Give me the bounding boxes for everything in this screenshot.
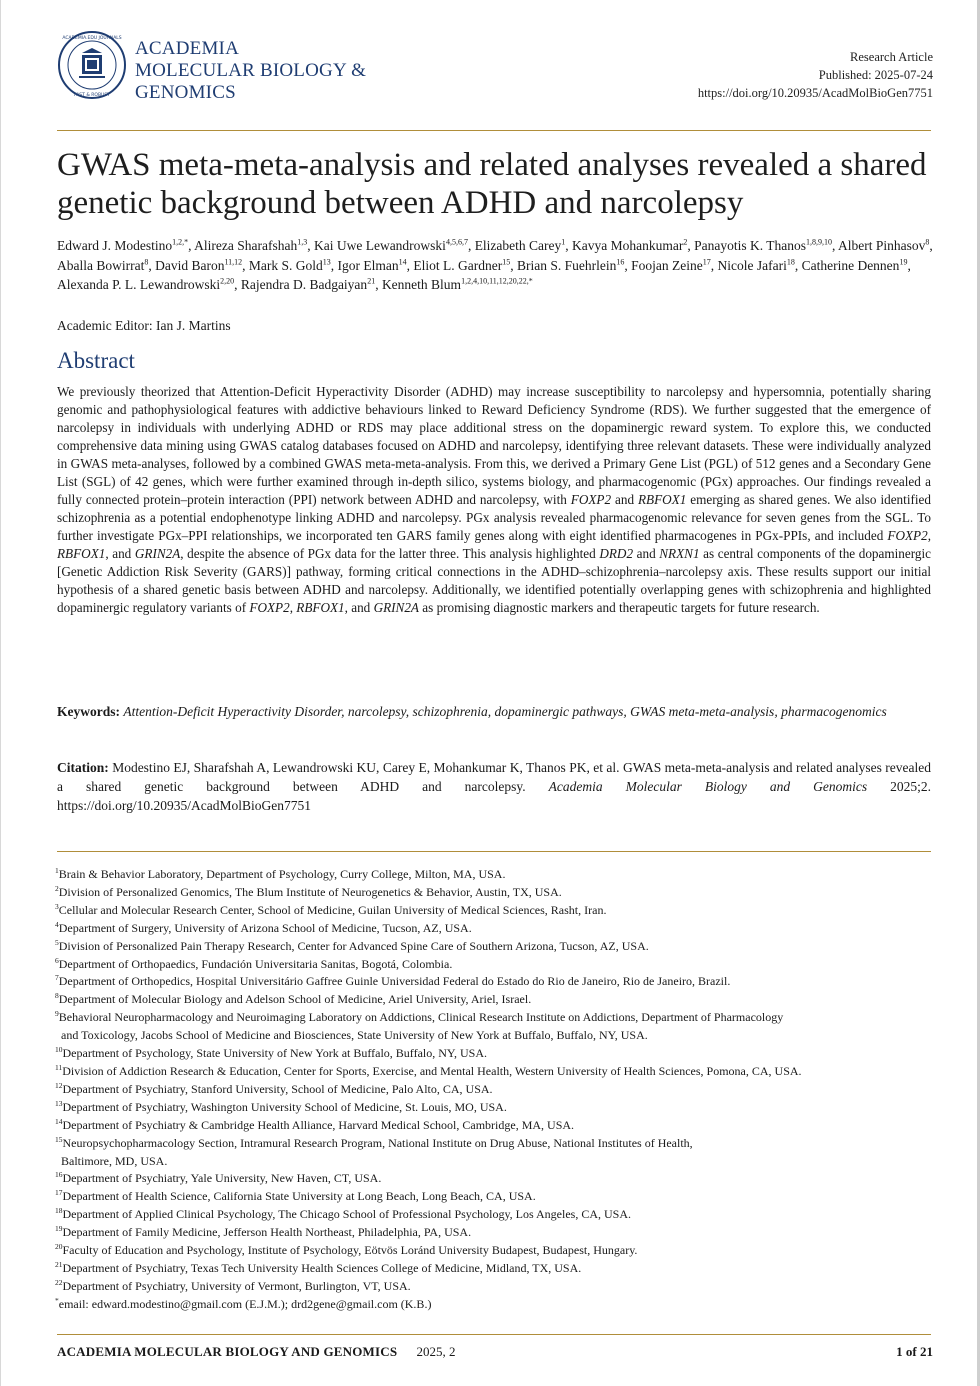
affiliation-number: 2: [55, 883, 59, 893]
affiliation: [55, 866, 941, 884]
journal-name-line1: ACADEMIA: [135, 38, 239, 59]
keywords: [57, 702, 931, 721]
author: [57, 277, 234, 292]
affiliation: [55, 902, 941, 920]
gene-name: FOXP2: [249, 600, 290, 615]
affiliation: [55, 1170, 941, 1188]
affiliation-text: Department of Family Medicine, Jefferson Health Northeast, Philadelphia, PA, USA.: [62, 1225, 472, 1240]
author-affiliation-marks: 8: [925, 237, 930, 247]
affiliation-text: email: edward.modestino@gmail.com (E.J.M.); drd2gene@gmail.com (K.B.): [58, 1296, 432, 1311]
author: [694, 238, 832, 253]
affiliation-text: Neuropsychopharmacology Section, Intramural Research Program, National Institute on Drug Abuse, National Institutes of Health,: [62, 1135, 693, 1150]
author-affiliation-marks: 8: [144, 257, 149, 266]
author: [249, 258, 331, 273]
author-name: Eliot L. Gardner: [413, 257, 503, 273]
affiliation-text: Department of Surgery, University of Arizona School of Medicine, Tucson, AZ, USA.: [58, 920, 472, 935]
affiliation: [55, 1224, 941, 1242]
abstract-text: and: [611, 492, 638, 507]
header-divider: [57, 130, 931, 131]
affiliations-list: [55, 866, 941, 1314]
author: [57, 258, 148, 273]
author-name: Nicole Jafari: [717, 257, 787, 273]
abstract-text: as central components of the dopaminergic [Genetic Addiction Risk Severity (GARS)] pathway, forming critical connections in the ADHD–schizophrenia–narcolepsy axis. These results support our initial hypothesis of a shared genetic basis between ADHD and narcolepsy. Additionally, we identified potentially overlapping genes with schizophrenia and highlighted dopaminergic regulatory variants of: [57, 546, 932, 615]
article-title: GWAS meta-meta-analysis and related analyses revealed a shared genetic background between ADHD and narcolepsy: [57, 147, 927, 221]
affiliation-text: Department of Psychology, State University of New York at Buffalo, Buffalo, NY, USA.: [62, 1046, 488, 1061]
affiliation: [55, 1296, 941, 1314]
affiliation-number: 16: [55, 1170, 63, 1180]
svg-text:FAST & ROBUST: FAST & ROBUST: [74, 93, 110, 98]
gene-name: RBFOX1: [638, 492, 687, 507]
affiliation-number: 4: [55, 919, 59, 929]
author-name: Alireza Sharafshah: [194, 238, 298, 253]
gene-name: RBFOX1: [57, 546, 106, 561]
footer-divider: [57, 1334, 931, 1335]
keywords-text: Attention-Deficit Hyperactivity Disorder, narcolepsy, schizophrenia, dopaminergic pathways, GWAS meta-meta-analysis, pharmacogenomics: [123, 704, 887, 719]
author-affiliation-marks: 1,8,9,10: [806, 237, 832, 247]
abstract-text: , and: [105, 546, 135, 561]
citation-tail: 2025;2. https://doi.org/10.20935/AcadMolBioGen7751: [57, 779, 932, 813]
author: [314, 238, 468, 253]
author: [631, 258, 711, 273]
affiliation-number: *: [55, 1295, 59, 1305]
doi-link[interactable]: https://doi.org/10.20935/AcadMolBioGen7751: [697, 86, 933, 100]
author: [382, 277, 533, 292]
citation-journal: Academia Molecular Biology and Genomics: [548, 779, 868, 794]
affiliation: [55, 1009, 941, 1045]
header: [57, 30, 933, 110]
affiliation: [55, 1260, 941, 1278]
author-name: Elizabeth Carey: [474, 238, 562, 253]
affiliation-text: Behavioral Neuropharmacology and Neuroimaging Laboratory on Addictions, Clinical Research Institute on Addictions, Department of Pharmacology: [58, 1010, 784, 1025]
affiliation-number: 9: [55, 1009, 59, 1019]
affiliation-text: Department of Psychiatry, University of Vermont, Burlington, VT, USA.: [62, 1278, 411, 1293]
affiliation-text: Department of Psychiatry, Washington University School of Medicine, St. Louis, MO, USA.: [62, 1099, 507, 1114]
author-affiliation-marks: 15: [502, 257, 511, 266]
affiliation: [55, 1117, 941, 1135]
author-name: Albert Pinhasov: [838, 238, 926, 253]
affiliation-text: Department of Psychiatry & Cambridge Health Alliance, Harvard Medical School, Cambridge, MA, USA.: [62, 1117, 575, 1132]
affiliation-text: Department of Psychiatry, Texas Tech University Health Sciences College of Medicine, Midland, TX, USA.: [62, 1260, 582, 1275]
gene-name: GRIN2A: [373, 600, 419, 615]
author-name: David Baron: [155, 257, 225, 273]
affiliation: [55, 1278, 941, 1296]
affiliation-number: 17: [55, 1188, 63, 1198]
academic-editor: Academic Editor: Ian J. Martins: [57, 318, 231, 333]
citation-label: Citation:: [57, 760, 109, 775]
affiliation: [55, 1045, 941, 1063]
author: [57, 238, 188, 253]
citation-text: Modestino EJ, Sharafshah A, Lewandrowski KU, Carey E, Mohankumar K, Thanos PK, et al. GWAS meta-meta-analysis and related analyses revealed a shared genetic background between ADHD and narcolepsy.: [57, 760, 931, 794]
affiliation: [55, 1206, 941, 1224]
affiliation-text: Division of Personalized Genomics, The Blum Institute of Neurogenetics & Behavior, Austin, TX, USA.: [58, 884, 562, 899]
journal-name: [135, 38, 366, 104]
gene-name: DRD2: [599, 546, 634, 561]
affiliation: [55, 1242, 941, 1260]
article-type: Research Article: [850, 50, 933, 64]
author-affiliation-marks: 13: [322, 257, 331, 266]
affiliation: [55, 1081, 941, 1099]
author-name: Kavya Mohankumar: [572, 238, 684, 253]
affiliation-continuation: and Toxicology, Jacobs School of Medicine and Biosciences, State University of New York at Buffalo, Buffalo, NY, USA.: [61, 1028, 648, 1043]
author: [802, 258, 908, 273]
author: [572, 238, 687, 253]
journal-seal-logo: [57, 30, 127, 100]
affiliation-number: 11: [55, 1062, 63, 1072]
author-name: Aballa Bowirrat: [57, 257, 145, 273]
page-number: 1 of 21: [896, 1344, 933, 1359]
author-name: Foojan Zeine: [631, 257, 703, 273]
abstract-text: ,: [289, 600, 297, 615]
affiliation: [55, 991, 941, 1009]
gene-name: FOXP2: [887, 528, 928, 543]
citation: [57, 758, 931, 815]
author-affiliation-marks: 1,2,4,10,11,12,20,22,*: [461, 276, 533, 286]
affiliation-number: 22: [55, 1277, 63, 1287]
article-meta: [698, 48, 933, 102]
author-affiliation-marks: 19: [899, 257, 908, 266]
affiliation: [55, 938, 941, 956]
author-affiliation-marks: 21: [367, 276, 376, 286]
affiliations-divider: [57, 851, 931, 852]
affiliation-text: Division of Addiction Research & Education, Center for Sports, Exercise, and Mental Health, Western University of Health Sciences, Pomona, CA, USA.: [62, 1063, 802, 1078]
affiliation-number: 1: [55, 866, 59, 875]
author: [475, 238, 566, 253]
abstract-text: emerging as shared genes. We also identified schizophrenia as a potential endophenotype linking ADHD and narcolepsy. PGx analysis revealed pharmacogenomic relevance for seven genes from the SGL. To further investigate PGx–PPI relationships, we incorporated ten GARS family genes along with eight identified pharmacogenes in PGx-PPIs, and included: [57, 492, 931, 543]
affiliation-text: Department of Orthopaedics, Fundación Universitaria Sanitas, Bogotá, Colombia.: [58, 956, 453, 971]
affiliation-text: Brain & Behavior Laboratory, Department of Psychology, Curry College, Milton, MA, USA.: [58, 867, 506, 881]
author-name: Catherine Dennen: [801, 257, 900, 273]
affiliation: [55, 1063, 941, 1081]
affiliation-number: 3: [55, 901, 59, 911]
author-affiliation-marks: 1: [561, 237, 566, 247]
affiliation-text: Department of Health Science, California State University at Long Beach, Long Beach, CA, USA.: [62, 1189, 536, 1204]
author: [194, 238, 307, 253]
author-list: Edward J. Modestino$^{1,2,*}$, Alireza Sharafshah$^{1,3}$, Kai Uwe Lewandrowski$^{4,5,6,7}$, Elizabeth Carey$^1$, Kavya Mohankumar$^2$, Panayotis K. Thanos$^{1,8,9,10}$, Albert Pinhasov$^8$, Aballa Bowirrat$^8$, David Baron$^{11,12}$, Mark S. Gold$^{13}$, Igor Elman$^{14}$, Eliot L. Gardner$^{15}$, Brian S. Fuehrlein$^{16}$, Foojan Zeine$^{17}$, Nicole Jafari$^{18}$, Catherine Dennen$^{19}$, Alexanda P. L. Lewandrowski$^{2,20}$, Rajendra D. Badgaiyan$^{21}$, Kenneth Blum$^{1,2,4,10,11,12,20,22,*}$: [57, 237, 933, 292]
author-affiliation-marks: 2,20: [220, 276, 235, 286]
author: [838, 238, 929, 253]
author-affiliation-marks: 14: [398, 257, 407, 266]
abstract-text: We previously theorized that Attention-Deficit Hyperactivity Disorder (ADHD) may increase susceptibility to narcolepsy and hypersomnia, potentially sharing genomic and pathophysiological features with addictive behaviours linked to Reward Deficiency Syndrome (RDS). We further suggested that the emergence of narcolepsy in individuals with underlying ADHD or RDS may place additional stress on the dopaminergic reward system. To explore this, we conducted comprehensive data mining using GWAS catalog databases focused on ADHD and narcolepsy, identifying three relevant datasets. These were individually analyzed in GWAS meta-analyses, followed by a combined GWAS meta-meta-analysis. From this, we derived a Primary Gene List (PGL) of 512 genes and a Secondary Gene List (SGL) of 42 genes, which were further examined through in-depth silico, systems biology, and pharmacogenomic (PGx) approaches. Our findings revealed a fully connected protein–protein interaction (PPI) network between ADHD and narcolepsy, with: [57, 384, 931, 507]
affiliation-text: Department of Applied Clinical Psychology, The Chicago School of Professional Psychology, Los Angeles, CA, USA.: [62, 1207, 631, 1222]
author-name: Edward J. Modestino: [57, 238, 173, 253]
affiliation-text: Department of Orthopedics, Hospital Universitário Gaffree Guinle Universidad Federal do Estado do Rio de Janeiro, Rio de Janeiro, Brazil.: [58, 974, 731, 989]
author: [413, 258, 510, 273]
affiliation: [55, 884, 941, 902]
author-affiliation-marks: 2: [683, 237, 688, 247]
affiliation: [55, 1135, 941, 1171]
affiliation-number: 12: [55, 1080, 63, 1090]
author: [718, 258, 795, 273]
footer-journal: ACADEMIA MOLECULAR BIOLOGY AND GENOMICS: [57, 1344, 398, 1359]
author-affiliation-marks: 17: [702, 257, 711, 266]
author-name: Rajendra D. Badgaiyan: [240, 277, 368, 292]
affiliation-number: 19: [55, 1224, 63, 1234]
author-name: Mark S. Gold: [248, 257, 323, 273]
affiliation-text: Cellular and Molecular Research Center, School of Medicine, Guilan University of Medical Sciences, Rasht, Iran.: [58, 902, 607, 917]
affiliation-number: 15: [55, 1134, 63, 1144]
affiliation-text: Department of Psychiatry, Yale University, New Haven, CT, USA.: [62, 1171, 382, 1186]
gene-name: GRIN2A: [134, 546, 181, 561]
affiliation: [55, 973, 941, 991]
abstract-text: ,: [927, 528, 931, 543]
author-name: Panayotis K. Thanos: [694, 238, 806, 253]
author-affiliation-marks: 1,2,*: [172, 237, 189, 247]
author-affiliation-marks: 1,3: [297, 237, 308, 247]
affiliation-number: 7: [55, 973, 59, 983]
author-affiliation-marks: 11,12: [224, 257, 243, 266]
abstract-text: as promising diagnostic markers and therapeutic targets for future research.: [418, 600, 820, 615]
author: [517, 258, 624, 273]
author-name: Alexanda P. L. Lewandrowski: [57, 277, 221, 292]
affiliation-number: 21: [55, 1259, 63, 1269]
affiliation-number: 5: [55, 937, 59, 947]
affiliation-number: 18: [55, 1206, 63, 1216]
author-name: Igor Elman: [337, 257, 399, 273]
published-date: Published: 2025-07-24: [818, 68, 933, 82]
author: [155, 258, 242, 273]
affiliation-number: 6: [55, 955, 59, 965]
footer-volume: 2025, 2: [416, 1344, 456, 1359]
author: [241, 277, 375, 292]
footer: [57, 1344, 933, 1360]
affiliation-text: Department of Psychiatry, Stanford University, School of Medicine, Palo Alto, CA, USA.: [62, 1081, 493, 1096]
affiliation: [55, 920, 941, 938]
affiliation-text: Department of Molecular Biology and Adelson School of Medicine, Ariel University, Ariel, Israel.: [58, 992, 532, 1007]
affiliation-number: 8: [55, 991, 59, 1001]
author: [338, 258, 407, 273]
affiliation-text: Faculty of Education and Psychology, Institute of Psychology, Eötvös Loránd University Budapest, Budapest, Hungary.: [62, 1243, 638, 1258]
affiliation-continuation: Baltimore, MD, USA.: [61, 1153, 168, 1168]
affiliation-number: 20: [55, 1242, 63, 1252]
affiliation-number: 14: [55, 1116, 63, 1126]
journal-name-line2: MOLECULAR BIOLOGY &: [135, 60, 367, 81]
author-name: Kai Uwe Lewandrowski: [313, 238, 446, 253]
affiliation: [55, 1099, 941, 1117]
gene-name: FOXP2: [570, 492, 612, 507]
author-affiliation-marks: 16: [616, 257, 625, 266]
author-name: Brian S. Fuehrlein: [517, 257, 617, 273]
journal-name-line3: GENOMICS: [135, 82, 236, 103]
author-affiliation-marks: 4,5,6,7: [445, 237, 468, 247]
abstract-heading: Abstract: [57, 348, 135, 373]
keywords-label: Keywords:: [57, 704, 120, 719]
abstract-text: and: [633, 546, 660, 561]
abstract-text: , despite the absence of PGx data for the latter three. This analysis highlighted: [180, 546, 600, 561]
author-name: Kenneth Blum: [381, 277, 462, 292]
affiliation: [55, 1188, 941, 1206]
affiliation-number: 10: [55, 1045, 63, 1055]
abstract-text: , and: [344, 600, 374, 615]
affiliation: [55, 956, 941, 974]
abstract-body: [57, 383, 931, 617]
svg-text:ACADEMIA.EDU JOURNALS: ACADEMIA.EDU JOURNALS: [62, 36, 122, 41]
gene-name: NRXN1: [659, 546, 700, 561]
author-affiliation-marks: 18: [786, 257, 795, 266]
gene-name: RBFOX1: [296, 600, 345, 615]
affiliation-number: 13: [55, 1098, 63, 1108]
affiliation-text: Division of Personalized Pain Therapy Research, Center for Advanced Spine Care of Southern Arizona, Tucson, AZ, USA.: [58, 938, 649, 953]
